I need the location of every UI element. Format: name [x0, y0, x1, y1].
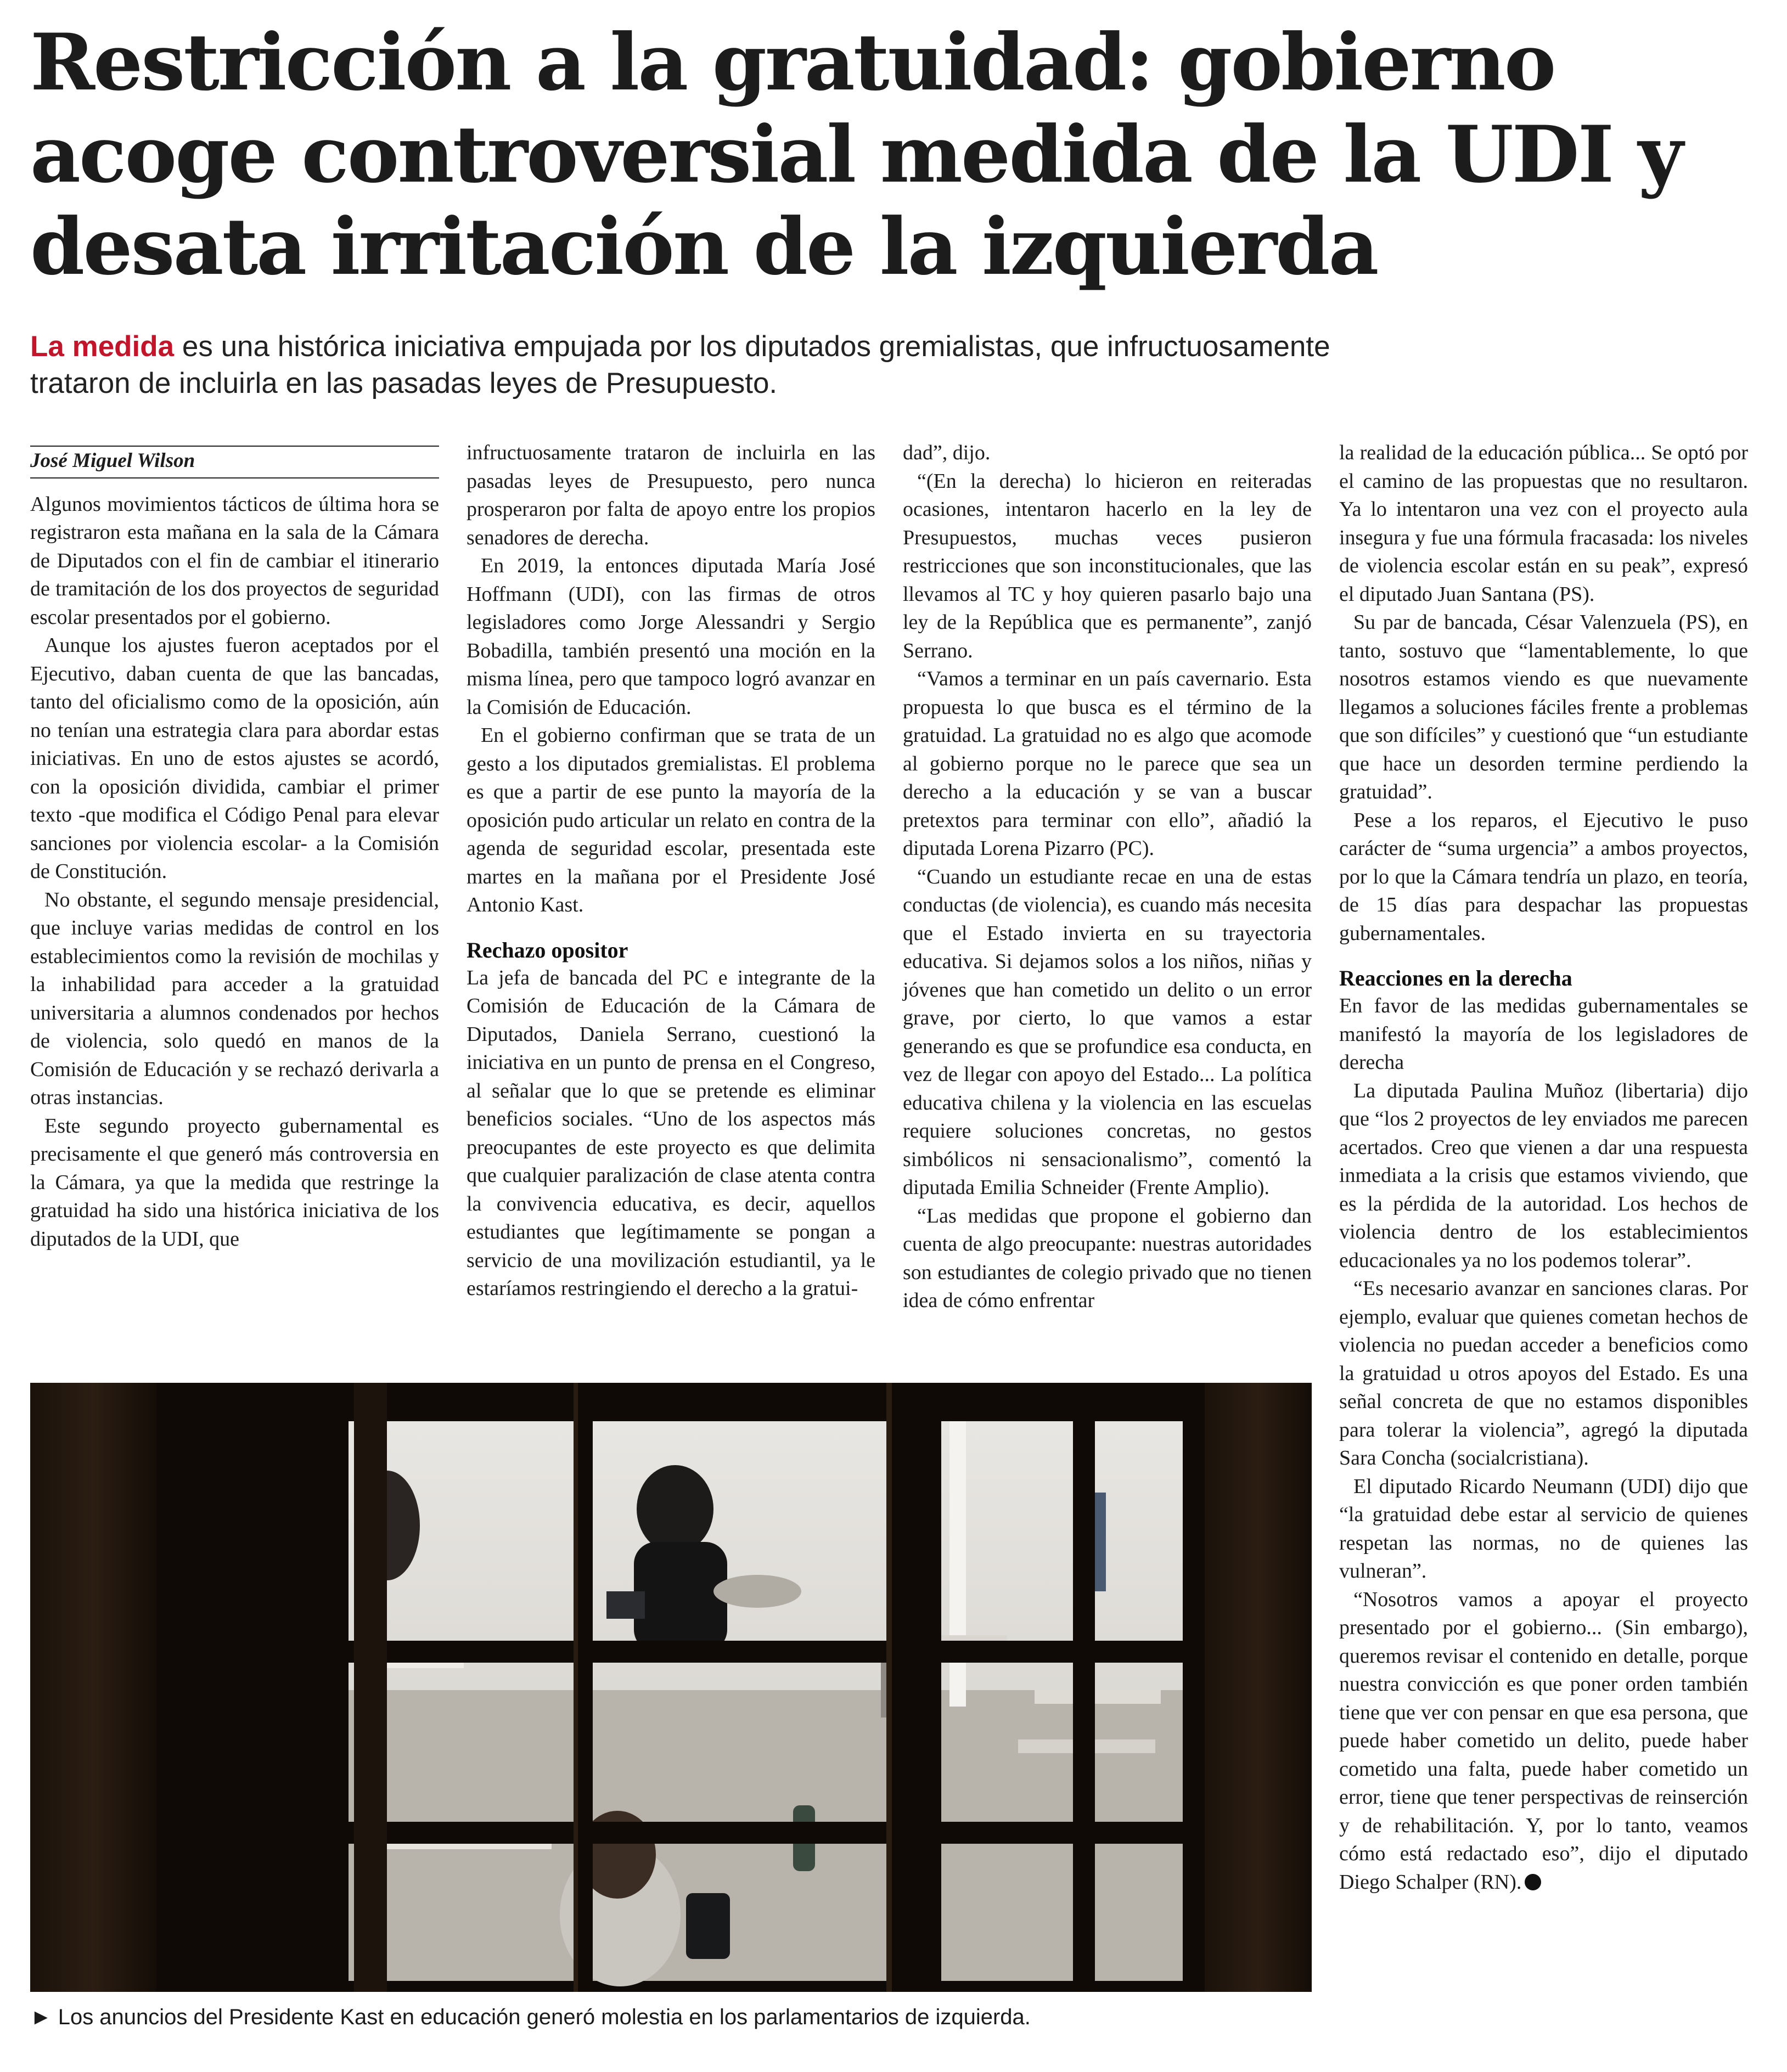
- paragraph: “(En la derecha) lo hicieron en reiteradas ocasiones, intentaron hacerlo en la ley de Presupuestos, muchas veces pusieron restricciones que son inconstitucionales, que las llevamos al TC y hoy quieren pasarlo bajo una ley de la República que es permanente”, zanjó Serrano.: [903, 469, 1312, 662]
- headline: Restricción a la gratuidad: gobierno acoge controversial medida de la UDI y desata irritación de la izquierda: [30, 17, 1682, 292]
- paragraph: No obstante, el segundo mensaje presidencial, que incluye varias medidas de control en los establecimientos como la revisión de mochilas y la inhabilidad para acceder a la gratuidad universitaria a alumnos condenados por hechos de violencia, solo quedó en manos de la Comisión de Educación y se rechazó derivarla a otras instancias.: [30, 888, 439, 1109]
- subhead-rest: es una histórica iniciativa empujada por los diputados gremialistas, que infructuosamente trataron de incluirla en las pasadas leyes de Presupuesto.: [30, 330, 1330, 399]
- subhead-lead: La medida: [30, 330, 175, 363]
- room-interior: [349, 1421, 1183, 1986]
- paragraph: “Es necesario avanzar en sanciones claras. Por ejemplo, evaluar que quienes cometan hechos de violencia no puedan acceder a beneficios como la gratuidad u otros apoyos del Estado. Es una señal concreta de que no estamos disponibles para tolerar la violencia”, agregó la diputada Sara Concha (socialcristiana).: [1339, 1277, 1748, 1469]
- paragraph: La diputada Paulina Muñoz (libertaria) dijo que “los 2 proyectos de ley enviados me parecen acertados. Creo que vienen a dar una respuesta inmediata a la crisis que estamos viviendo, que es la pérdida de la autoridad. Los hechos de violencia dentro de los establecimientos educacionales ya no los podemos tolerar”.: [1339, 1079, 1748, 1272]
- paragraph: En el gobierno confirman que se trata de un gesto a los diputados gremialistas. El problema es que a partir de ese punto la mayoría de la oposición pudo articular un relato en contra de la agenda de seguridad escolar, presentada este martes en la mañana por el Presidente José Antonio Kast.: [467, 724, 875, 916]
- paragraph: Este segundo proyecto gubernamental es precisamente el que generó más controversia en la Cámara, ya que la medida que restringe la gratuidad ha sido una histórica iniciativa de los diputados de la UDI, que: [30, 1114, 439, 1251]
- paragraph: “Vamos a terminar en un país cavernario. Esta propuesta lo que busca es el término de la gratuidad. La gratuidad no es algo que acomode al gobierno porque no le parece que sea un derecho a la educación y se van a buscar pretextos para terminar con ello”, añadió la diputada Lorena Pizarro (PC).: [903, 667, 1312, 860]
- paragraph: dad”, dijo.: [903, 441, 991, 464]
- paragraph: “Cuando un estudiante recae en una de estas conductas (de violencia), es cuando más necesita que el Estado invierta en su trayectoria educativa. Si dejamos solos a los niños, niñas y jóvenes que han cometido un delito o un error grave, por cierto, lo que vamos a estar generando es que se profundice esa conducta, en vez de llegar con apoyo del Estado... La política educativa chilena y la violencia en las escuelas requiere soluciones concretas, no gestos simbólicos ni sensacionalismo”, comentó la diputada Emilia Schneider (Frente Amplio).: [903, 865, 1312, 1199]
- article-column-1: [30, 446, 439, 1253]
- paragraph: En favor de las medidas gubernamentales se manifestó la mayoría de los legisladores de derecha: [1339, 994, 1748, 1074]
- paragraph: La jefa de bancada del PC e integrante de la Comisión de Educación de la Cámara de Diputados, Daniela Serrano, cuestionó la iniciativa en un punto de prensa en el Congreso, al señalar que lo que se pretende es eliminar beneficios sociales. “Uno de los aspectos más preocupantes de este proyecto es que delimita que cualquier paralización de clase atenta contra la convivencia educativa, es decir, aquellos estudiantes que legítimamente se pongan a servicio de una movilización estudiantil, ya le estaríamos restringiendo el derecho a la gratui-: [467, 966, 875, 1300]
- paragraph: Aunque los ajustes fueron aceptados por el Ejecutivo, daban cuenta de que las bancadas, tanto del oficialismo como de la oposición, aún no tenían una estrategia clara para abordar estas iniciativas. En uno de estos ajustes se acordó, con la oposición dividida, cambiar el primer texto -que modifica el Código Penal para elevar sanciones por violencia escolar- a la Comisión de Constitución.: [30, 634, 439, 883]
- paragraph: Pese a los reparos, el Ejecutivo le puso carácter de “suma urgencia” a ambos proyectos, por lo que la Cámara tendría un plazo, en teoría, de 15 días para despachar las propuestas gubernamentales.: [1339, 808, 1748, 945]
- article-column-3: [903, 439, 1312, 1315]
- paragraph: El diputado Ricardo Neumann (UDI) dijo que “la gratuidad debe estar al servicio de quienes respetan las normas, no de quienes las vulneran”.: [1339, 1474, 1748, 1583]
- paragraph: infructuosamente trataron de incluirla en las pasadas leyes de Presupuesto, pero nunca prosperaron por falta de apoyo entre los propios senadores de derecha.: [467, 441, 875, 549]
- article-column-4: [1339, 439, 1748, 1896]
- paragraph: Algunos movimientos tácticos de última hora se registraron esta mañana en la sala de la Cámara de Diputados con el fin de cambiar el itinerario de tramitación de los dos proyectos de seguridad escolar presentados por el gobierno.: [30, 492, 439, 629]
- paragraph: “Las medidas que propone el gobierno dan cuenta de algo preocupante: nuestras autoridades son estudiantes de colegio privado que no tienen idea de cómo enfrentar: [903, 1204, 1312, 1312]
- byline: José Miguel Wilson: [30, 446, 439, 478]
- subheading-reacciones-derecha: Reacciones en la derecha: [1339, 966, 1572, 990]
- paragraph: Su par de bancada, César Valenzuela (PS), en tanto, sostuvo que “lamentablemente, lo que nosotros estamos viendo es que nuevamente llegamos a soluciones fáciles frente a problemas que son difíciles” y cuestionó que “un estudiante que hace un desorden termine perdiendo la gratuidad”.: [1339, 611, 1748, 803]
- photo-caption: ► Los anuncios del Presidente Kast en educación generó molestia en los parlamentarios de izquierda.: [30, 2005, 1031, 2029]
- article-photo: [30, 1383, 1312, 1992]
- end-mark-icon: [1525, 1874, 1541, 1890]
- subheading-rechazo-opositor: Rechazo opositor: [467, 937, 628, 962]
- subhead: [30, 328, 1347, 402]
- paragraph-last: “Nosotros vamos a apoyar el proyecto presentado por el gobierno... (Sin embargo), queremos revisar el contenido en detalle, porque nuestra convicción es que poner orden también tiene que ver con pensar en que esa persona, que puede haber cometido un delito, puede haber cometido una falta, puede haber cometido un error, tiene que tener perspectivas de reinserción y de rehabilitación. Y, por lo tanto, veamos cómo está redactado eso”, dijo el diputado Diego Schalper (RN).: [1339, 1587, 1748, 1894]
- article-column-2: [467, 439, 875, 1303]
- paragraph: la realidad de la educación pública... Se optó por el camino de las propuestas que no resultaron. Ya lo intentaron una vez con el proyecto aula insegura y fue una fórmula fracasada: los niveles de violencia escolar están en su peak”, expresó el diputado Juan Santana (PS).: [1339, 441, 1748, 606]
- paragraph: En 2019, la entonces diputada María José Hoffmann (UDI), con las firmas de otros legisladores como Jorge Alessandri y Sergio Bobadilla, también presentó una moción en la misma línea, pero que tampoco logró avanzar en la Comisión de Educación.: [467, 554, 875, 719]
